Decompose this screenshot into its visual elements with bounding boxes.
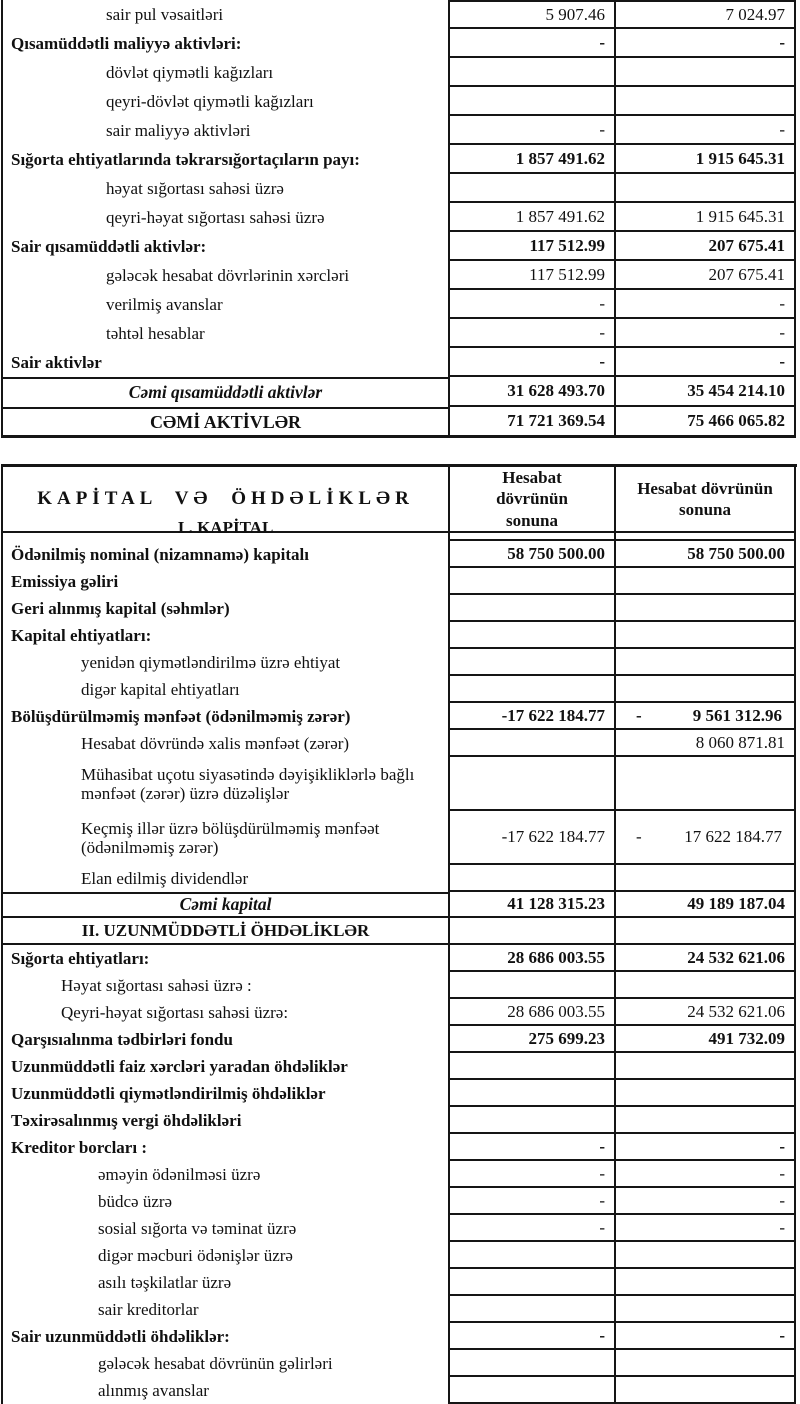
row-label-text: Emissiya gəliri — [11, 571, 119, 591]
row-label — [1, 319, 448, 348]
value-cell-period-1: - — [448, 319, 616, 348]
row-label-text: Hesabat dövründə xalis mənfəət (zərər) — [81, 733, 350, 753]
col-header-period-2: Hesabat dövrünün sonuna — [616, 467, 796, 533]
assets-row — [1, 29, 797, 58]
value-cell-period-2 — [616, 676, 796, 703]
value-cell-period-1: - — [448, 348, 616, 377]
row-label-text: Qısamüddətli maliyyə aktivləri: — [11, 33, 242, 53]
value-cell-period-1 — [448, 1296, 616, 1323]
liabilities-row — [1, 730, 797, 757]
row-label — [1, 1026, 448, 1053]
row-label — [1, 811, 448, 865]
value-cell-period-2 — [616, 622, 796, 649]
assets-row — [1, 261, 797, 290]
assets-row — [1, 58, 797, 87]
row-label — [1, 174, 448, 203]
assets-row — [1, 203, 797, 232]
value-cell-period-2 — [616, 1377, 796, 1404]
value-cell-period-2: 7 024.97 — [616, 0, 796, 29]
value-cell-period-1 — [448, 1053, 616, 1080]
row-label — [1, 1161, 448, 1188]
value-cell-period-2 — [616, 568, 796, 595]
row-label — [1, 595, 448, 622]
liabilities-row — [1, 1296, 797, 1323]
value-cell-period-1 — [448, 1107, 616, 1134]
row-label-text: əməyin ödənilməsi üzrə — [98, 1164, 261, 1184]
value-cell-period-1: - — [448, 29, 616, 58]
row-label-text: sair pul vəsaitləri — [106, 4, 224, 24]
value-cell-period-1 — [448, 1080, 616, 1107]
row-label-text: Bölüşdürülməmiş mənfəət (ödənilməmiş zərər) — [11, 706, 351, 726]
value-cell-period-2: 75 466 065.82 — [616, 407, 796, 438]
row-label — [1, 377, 448, 407]
row-label — [1, 1296, 448, 1323]
row-label — [1, 757, 448, 811]
value-cell-period-1: 31 628 493.70 — [448, 377, 616, 407]
row-label-text: Uzunmüddətli qiymətləndirilmiş öhdəliklər — [11, 1083, 326, 1103]
row-label — [1, 865, 448, 892]
value-cell-period-1 — [448, 1377, 616, 1404]
value-cell-period-1: - — [448, 116, 616, 145]
value-cell-period-2: 207 675.41 — [616, 261, 796, 290]
row-label — [1, 972, 448, 999]
value-cell-period-1: - — [448, 1188, 616, 1215]
value-cell-period-2: 49 189 187.04 — [616, 892, 796, 918]
row-label — [1, 892, 448, 918]
row-label-text: təhtəl hesablar — [106, 323, 205, 343]
cell-value: 9 561 312.96 — [692, 705, 782, 725]
row-label-text: Sığorta ehtiyatları: — [11, 948, 150, 968]
value-cell-period-2: - — [616, 348, 796, 377]
row-label-text: Mühasibat uçotu siyasətində dəyişikliklərlə bağlı mənfəət (zərər) üzrə düzəlişlər — [81, 764, 415, 803]
assets-table — [1, 0, 797, 438]
value-cell-period-2: - — [616, 1215, 796, 1242]
value-cell-period-1: 275 699.23 — [448, 1026, 616, 1053]
liabilities-row — [1, 972, 797, 999]
value-cell-period-1: - — [448, 1215, 616, 1242]
row-label-text: Sair qısamüddətli aktivlər: — [11, 236, 207, 256]
value-cell-period-2 — [616, 703, 796, 730]
row-label-text: Təxirəsalınmış vergi öhdəlikləri — [11, 1110, 242, 1130]
value-cell-period-1 — [448, 595, 616, 622]
liabilities-row — [1, 1026, 797, 1053]
liabilities-row — [1, 1080, 797, 1107]
row-label-text: sair kreditorlar — [98, 1299, 199, 1319]
row-label-text: sosial sığorta və təminat üzrə — [98, 1218, 297, 1238]
row-label — [1, 145, 448, 174]
row-label — [1, 1242, 448, 1269]
row-label-text: verilmiş avanslar — [106, 294, 223, 314]
value-cell-period-1: - — [448, 290, 616, 319]
value-cell-period-2 — [616, 1350, 796, 1377]
row-label — [1, 1188, 448, 1215]
row-label-text: Ödənilmiş nominal (nizamnamə) kapitalı — [11, 544, 309, 564]
liabilities-row — [1, 1107, 797, 1134]
liabilities-row — [1, 945, 797, 972]
liabilities-row — [1, 568, 797, 595]
row-label — [1, 261, 448, 290]
liabilities-row — [1, 865, 797, 892]
row-label-text: I . KAPİTAL — [177, 517, 274, 537]
row-label — [1, 541, 448, 568]
row-label-text: Kreditor borcları : — [11, 1137, 147, 1157]
liabilities-row — [1, 703, 797, 730]
value-cell-period-2 — [616, 918, 796, 945]
row-label-text: Sığorta ehtiyatlarında təkrarsığortaçıların payı: — [11, 149, 360, 169]
assets-row — [1, 407, 797, 438]
value-cell-period-1: - — [448, 1134, 616, 1161]
value-cell-period-2: - — [616, 116, 796, 145]
value-cell-period-2: 491 732.09 — [616, 1026, 796, 1053]
assets-row — [1, 290, 797, 319]
row-label-text: II. UZUNMÜDDƏTLİ ÖHDƏLİKLƏR — [81, 920, 370, 940]
value-cell-period-2 — [616, 649, 796, 676]
accounting-minus-sign: - — [636, 705, 642, 725]
liabilities-row — [1, 1161, 797, 1188]
value-cell-period-2 — [616, 595, 796, 622]
liabilities-row — [1, 541, 797, 568]
row-label — [1, 1377, 448, 1404]
liabilities-row — [1, 676, 797, 703]
row-label-text: həyat sığortası sahəsi üzrə — [106, 178, 284, 198]
value-cell-period-2: - — [616, 1188, 796, 1215]
value-cell-period-1 — [448, 514, 616, 541]
row-label-text: CƏMİ AKTİVLƏR — [149, 411, 302, 432]
value-cell-period-1 — [448, 1242, 616, 1269]
value-cell-period-1 — [448, 87, 616, 116]
liabilities-row — [1, 622, 797, 649]
value-cell-period-1: 5 907.46 — [448, 0, 616, 29]
liabilities-row — [1, 649, 797, 676]
liabilities-row — [1, 1269, 797, 1296]
row-label-text: sair maliyyə aktivləri — [106, 120, 251, 140]
value-cell-period-2: - — [616, 1161, 796, 1188]
value-cell-period-1 — [448, 865, 616, 892]
value-cell-period-1 — [448, 1350, 616, 1377]
value-cell-period-2 — [616, 1269, 796, 1296]
assets-row — [1, 116, 797, 145]
value-cell-period-1 — [448, 622, 616, 649]
row-label-text: yenidən qiymətləndirilmə üzrə ehtiyat — [81, 652, 341, 672]
row-label — [1, 999, 448, 1026]
liabilities-row — [1, 811, 797, 865]
liabilities-row — [1, 1053, 797, 1080]
row-label — [1, 1350, 448, 1377]
liabilities-table — [1, 464, 797, 1404]
row-label-text: Geri alınmış kapital (səhmlər) — [11, 598, 230, 618]
row-label — [1, 730, 448, 757]
row-label — [1, 116, 448, 145]
value-cell-period-1 — [448, 757, 616, 811]
row-label — [1, 568, 448, 595]
liabilities-row — [1, 1323, 797, 1350]
table-title: KAPİTAL VƏ ÖHDƏLİKLƏR — [1, 467, 448, 533]
row-label — [1, 918, 448, 945]
value-cell-period-2 — [616, 87, 796, 116]
value-cell-period-1: 28 686 003.55 — [448, 999, 616, 1026]
row-label-text: Qeyri-həyat sığortası sahəsi üzrə: — [61, 1002, 289, 1022]
col-header-period-1: Hesabat dövrünün sonuna — [448, 467, 616, 533]
liabilities-row — [1, 1134, 797, 1161]
row-label-text: gələcək hesabat dövrünün gəlirləri — [98, 1353, 333, 1373]
row-label-text: digər məcburi ödənişlər üzrə — [98, 1245, 293, 1265]
row-label-text: büdcə üzrə — [98, 1191, 173, 1211]
row-label-text: asılı təşkilatlar üzrə — [98, 1272, 232, 1292]
row-label — [1, 290, 448, 319]
value-cell-period-1 — [448, 58, 616, 87]
row-label — [1, 29, 448, 58]
row-label — [1, 203, 448, 232]
value-cell-period-1 — [448, 676, 616, 703]
value-cell-period-2 — [616, 514, 796, 541]
liabilities-row — [1, 595, 797, 622]
value-cell-period-1: - — [448, 1161, 616, 1188]
value-cell-period-1 — [448, 972, 616, 999]
value-cell-period-2 — [616, 174, 796, 203]
row-label — [1, 1080, 448, 1107]
value-cell-period-2: - — [616, 319, 796, 348]
row-label-text: Uzunmüddətli faiz xərcləri yaradan öhdəliklər — [11, 1056, 348, 1076]
value-cell-period-1: - — [448, 1323, 616, 1350]
row-label-text: digər kapital ehtiyatları — [81, 679, 240, 699]
row-label — [1, 1134, 448, 1161]
value-cell-period-1: 117 512.99 — [448, 232, 616, 261]
value-cell-period-2: 24 532 621.06 — [616, 999, 796, 1026]
row-label-text: Qarşısıalınma tədbirləri fondu — [11, 1029, 233, 1049]
value-cell-period-1 — [448, 918, 616, 945]
value-cell-period-2: - — [616, 29, 796, 58]
liabilities-row — [1, 1377, 797, 1404]
value-cell-period-2 — [616, 865, 796, 892]
value-cell-period-1 — [448, 1269, 616, 1296]
row-label-text: gələcək hesabat dövrlərinin xərcləri — [106, 265, 350, 285]
assets-row — [1, 348, 797, 377]
row-label — [1, 407, 448, 438]
value-cell-period-1: 28 686 003.55 — [448, 945, 616, 972]
value-cell-period-1: 117 512.99 — [448, 261, 616, 290]
row-label-text: Sair aktivlər — [11, 352, 102, 372]
value-cell-period-2: - — [616, 1134, 796, 1161]
row-label — [1, 649, 448, 676]
value-cell-period-1 — [448, 174, 616, 203]
value-cell-period-1: -17 622 184.77 — [448, 703, 616, 730]
assets-row — [1, 319, 797, 348]
row-label-text: qeyri-dövlət qiymətli kağızları — [106, 91, 314, 111]
liabilities-row — [1, 1215, 797, 1242]
value-cell-period-2 — [616, 811, 796, 865]
liabilities-row — [1, 757, 797, 811]
value-cell-period-2 — [616, 1296, 796, 1323]
value-cell-period-1: -17 622 184.77 — [448, 811, 616, 865]
value-cell-period-2: - — [616, 1323, 796, 1350]
value-cell-period-2: 24 532 621.06 — [616, 945, 796, 972]
value-cell-period-1: 41 128 315.23 — [448, 892, 616, 918]
row-label — [1, 58, 448, 87]
value-cell-period-2: 35 454 214.10 — [616, 377, 796, 407]
row-label — [1, 1053, 448, 1080]
value-cell-period-2: 1 915 645.31 — [616, 203, 796, 232]
assets-row — [1, 377, 797, 407]
value-cell-period-2: 8 060 871.81 — [616, 730, 796, 757]
assets-row — [1, 174, 797, 203]
row-label — [1, 514, 448, 541]
row-label — [1, 1269, 448, 1296]
value-cell-period-1: 1 857 491.62 — [448, 145, 616, 174]
value-cell-period-2: - — [616, 290, 796, 319]
row-label-text: Həyat sığortası sahəsi üzrə : — [61, 975, 252, 995]
row-label-text: Keçmiş illər üzrə bölüşdürülməmiş mənfəət (ödənilməmiş zərər) — [81, 818, 380, 857]
row-label-text: alınmış avanslar — [98, 1380, 209, 1400]
row-label-text: Sair uzunmüddətli öhdəliklər: — [11, 1326, 230, 1346]
value-cell-period-1: 71 721 369.54 — [448, 407, 616, 438]
value-cell-period-2 — [616, 1107, 796, 1134]
value-cell-period-1: 58 750 500.00 — [448, 541, 616, 568]
liabilities-row — [1, 514, 797, 541]
row-label — [1, 622, 448, 649]
assets-row — [1, 87, 797, 116]
row-label — [1, 703, 448, 730]
assets-row — [1, 0, 797, 29]
value-cell-period-2: 207 675.41 — [616, 232, 796, 261]
value-cell-period-2 — [616, 1242, 796, 1269]
row-label — [1, 0, 448, 29]
cell-value: 17 622 184.77 — [684, 827, 782, 846]
value-cell-period-2 — [616, 1053, 796, 1080]
value-cell-period-2 — [616, 972, 796, 999]
assets-row — [1, 145, 797, 174]
assets-row — [1, 232, 797, 261]
row-label — [1, 1323, 448, 1350]
liabilities-row — [1, 1242, 797, 1269]
liabilities-row — [1, 999, 797, 1026]
value-cell-period-1 — [448, 730, 616, 757]
value-cell-period-1 — [448, 568, 616, 595]
value-cell-period-1: 1 857 491.62 — [448, 203, 616, 232]
row-label — [1, 348, 448, 377]
value-cell-period-2 — [616, 757, 796, 811]
row-label — [1, 676, 448, 703]
row-label-text: qeyri-həyat sığortası sahəsi üzrə — [106, 207, 325, 227]
row-label-text: Cəmi qısamüddətli aktivlər — [128, 382, 323, 403]
row-label — [1, 232, 448, 261]
value-cell-period-2 — [616, 58, 796, 87]
value-cell-period-2: 1 915 645.31 — [616, 145, 796, 174]
row-label-text: dövlət qiymətli kağızları — [106, 62, 274, 82]
row-label-text: Elan edilmiş dividendlər — [81, 868, 249, 888]
row-label — [1, 1107, 448, 1134]
row-label-text: Kapital ehtiyatları: — [11, 625, 152, 645]
liabilities-row — [1, 1350, 797, 1377]
row-label — [1, 945, 448, 972]
row-label — [1, 87, 448, 116]
value-cell-period-2 — [616, 1080, 796, 1107]
value-cell-period-1 — [448, 649, 616, 676]
liabilities-row — [1, 892, 797, 918]
liabilities-row — [1, 918, 797, 945]
value-cell-period-2: 58 750 500.00 — [616, 541, 796, 568]
row-label — [1, 1215, 448, 1242]
row-label-text: Cəmi kapital — [179, 894, 272, 915]
liabilities-row — [1, 1188, 797, 1215]
accounting-minus-sign: - — [636, 827, 642, 846]
